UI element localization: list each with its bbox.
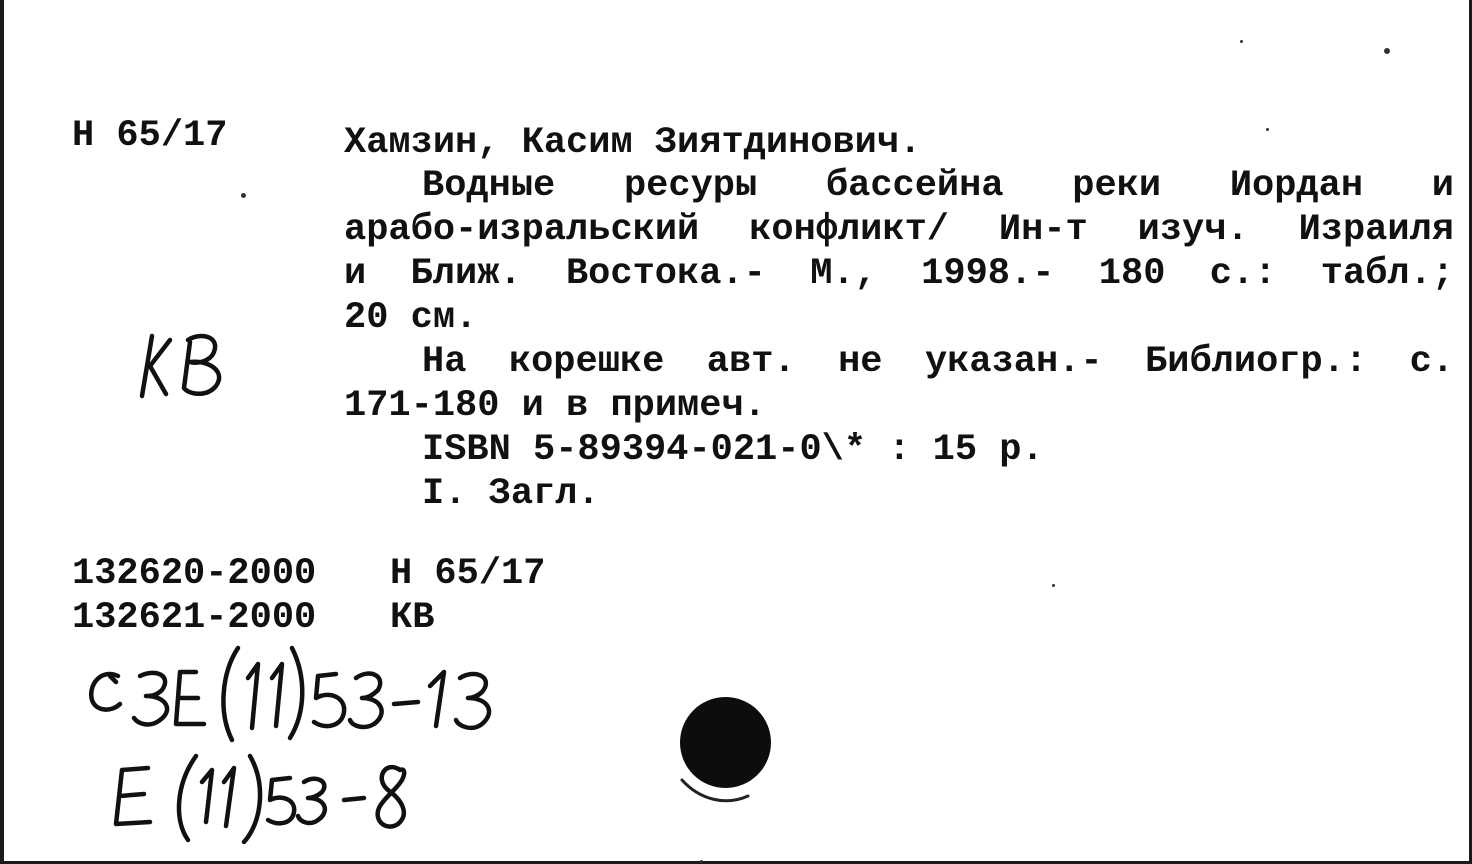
scan-speck <box>700 860 703 863</box>
title-line-2: арабо-изральский конфликт/ Ин-т изуч. Израиля <box>344 209 1454 251</box>
title-line-1: Водные ресуры бассейна реки Иордан и <box>422 165 1454 207</box>
scan-speck <box>1384 48 1390 54</box>
inventory-number-2: 132621-2000 <box>72 597 317 639</box>
inventory-number-1: 132620-2000 <box>72 553 317 595</box>
handwritten-class-code-1 <box>91 648 489 740</box>
title-line-4: 20 см. <box>344 297 478 339</box>
author-heading: Хамзин, Касим Зиятдинович. <box>344 122 922 164</box>
handwritten-location-mark <box>142 336 219 396</box>
handwritten-class-code-2 <box>116 756 404 842</box>
inventory-location-2: КВ <box>390 597 435 639</box>
scan-speck <box>241 193 246 198</box>
inventory-location-1: Н 65/17 <box>390 553 546 595</box>
scan-speck <box>1266 128 1269 131</box>
scan-speck <box>1052 584 1055 587</box>
note-line-1: На корешке авт. не указан.- Библиогр.: с. <box>422 341 1454 383</box>
punch-hole <box>680 697 771 788</box>
isbn-line: ISBN 5-89394-021-0\* : 15 р. <box>422 429 1044 471</box>
tracing-line: I. Загл. <box>422 473 600 515</box>
note-line-2: 171-180 и в примеч. <box>344 385 766 427</box>
title-line-3: и Ближ. Востока.- М., 1998.- 180 с.: табл.; <box>344 253 1454 295</box>
call-number: Н 65/17 <box>72 115 228 157</box>
scan-speck <box>1240 40 1243 43</box>
